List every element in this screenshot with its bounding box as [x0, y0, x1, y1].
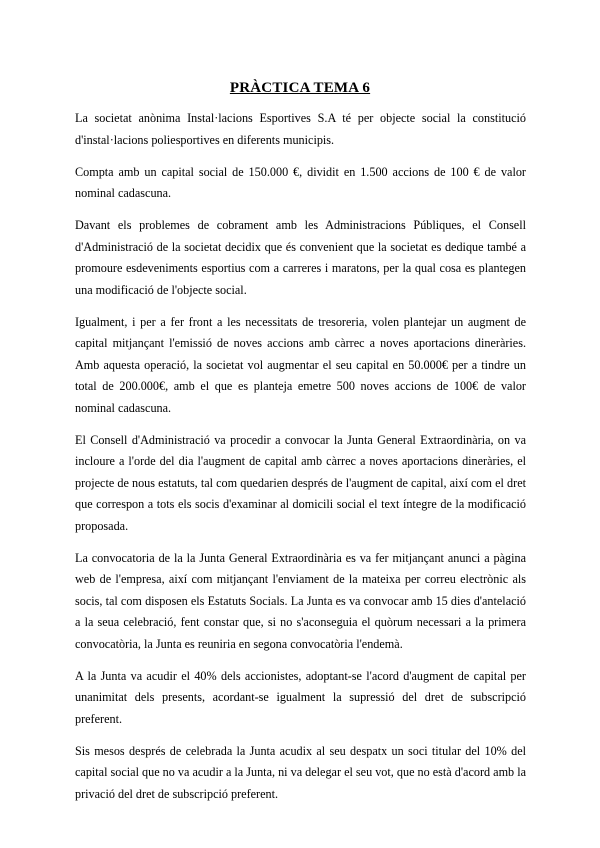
document-body [75, 108, 526, 816]
paragraph-meeting-notice: La convocatoria de la la Junta General Extraordinària es va fer mitjançant anunci a pàgina web de l'empresa, així com mitjançant l'enviament de la mateixa per correu electrònic als socis, tal com disposen els Estatuts Socials. La Junta es va convocar amb 15 dies d'antelació a la seua celebració, fent constar que, si no s'aconseguia el quòrum necessari a la primera convocatòria, la Junta es reuniria en segona convocatòria l'endemà. [75, 550, 526, 651]
paragraph-shareholder-claim: Sis mesos després de celebrada la Junta acudix al seu despatx un soci titular del 10% del capital social que no va acudir a la Junta, ni va delegar el seu vot, que no està d'acord amb la privació del dret de subscripció preferent. [75, 743, 526, 801]
paragraph-company-purpose: La societat anònima Instal·lacions Esportives S.A té per objecte social la constitució d'instal·lacions poliesportives en diferents municipis. [75, 111, 526, 147]
paragraph-share-capital: Compta amb un capital social de 150.000 €, dividit en 1.500 accions de 100 € de valor nominal cadascuna. [75, 164, 526, 200]
paragraph-board-convocation: El Consell d'Administració va procedir a convocar la Junta General Extraordinària, on va incloure a l'orde del dia l'augment de capital amb càrrec a noves aportacions dineràries, el projecte de nous estatuts, tal com quedarien després de l'augment de capital, així com el dret que correspon a tots els socis d'examinar al domicili social el text íntegre de la modificació proposada. [75, 432, 526, 533]
page-title: PRÀCTICA TEMA 6 [229, 80, 371, 96]
paragraph-meeting-attendance: A la Junta va acudir el 40% dels accionistes, adoptant-se l'acord d'augment de capital per unanimitat dels presents, acordant-se igualment la supressió del dret de subscripció preferent. [75, 668, 526, 726]
paragraph-purpose-modification: Davant els problemes de cobrament amb les Administracions Públiques, el Consell d'Administració de la societat decidix que és convenient que la societat es dedique també a promoure esdeveniments esportius com a carreres i maratons, per la qual cosa es plantegen una modificació de l'objecte social. [75, 218, 526, 297]
paragraph-capital-increase: Igualment, i per a fer front a les necessitats de tresoreria, volen plantejar un augment de capital mitjançant l'emissió de noves accions amb càrrec a noves aportacions dineràries. Amb aquesta operació, la societat vol augmentar el seu capital en 50.000€ per a tindre un total de 200.000€, amb el que es planteja emetre 500 noves accions de 100€ de valor nominal cadascuna. [75, 314, 526, 415]
